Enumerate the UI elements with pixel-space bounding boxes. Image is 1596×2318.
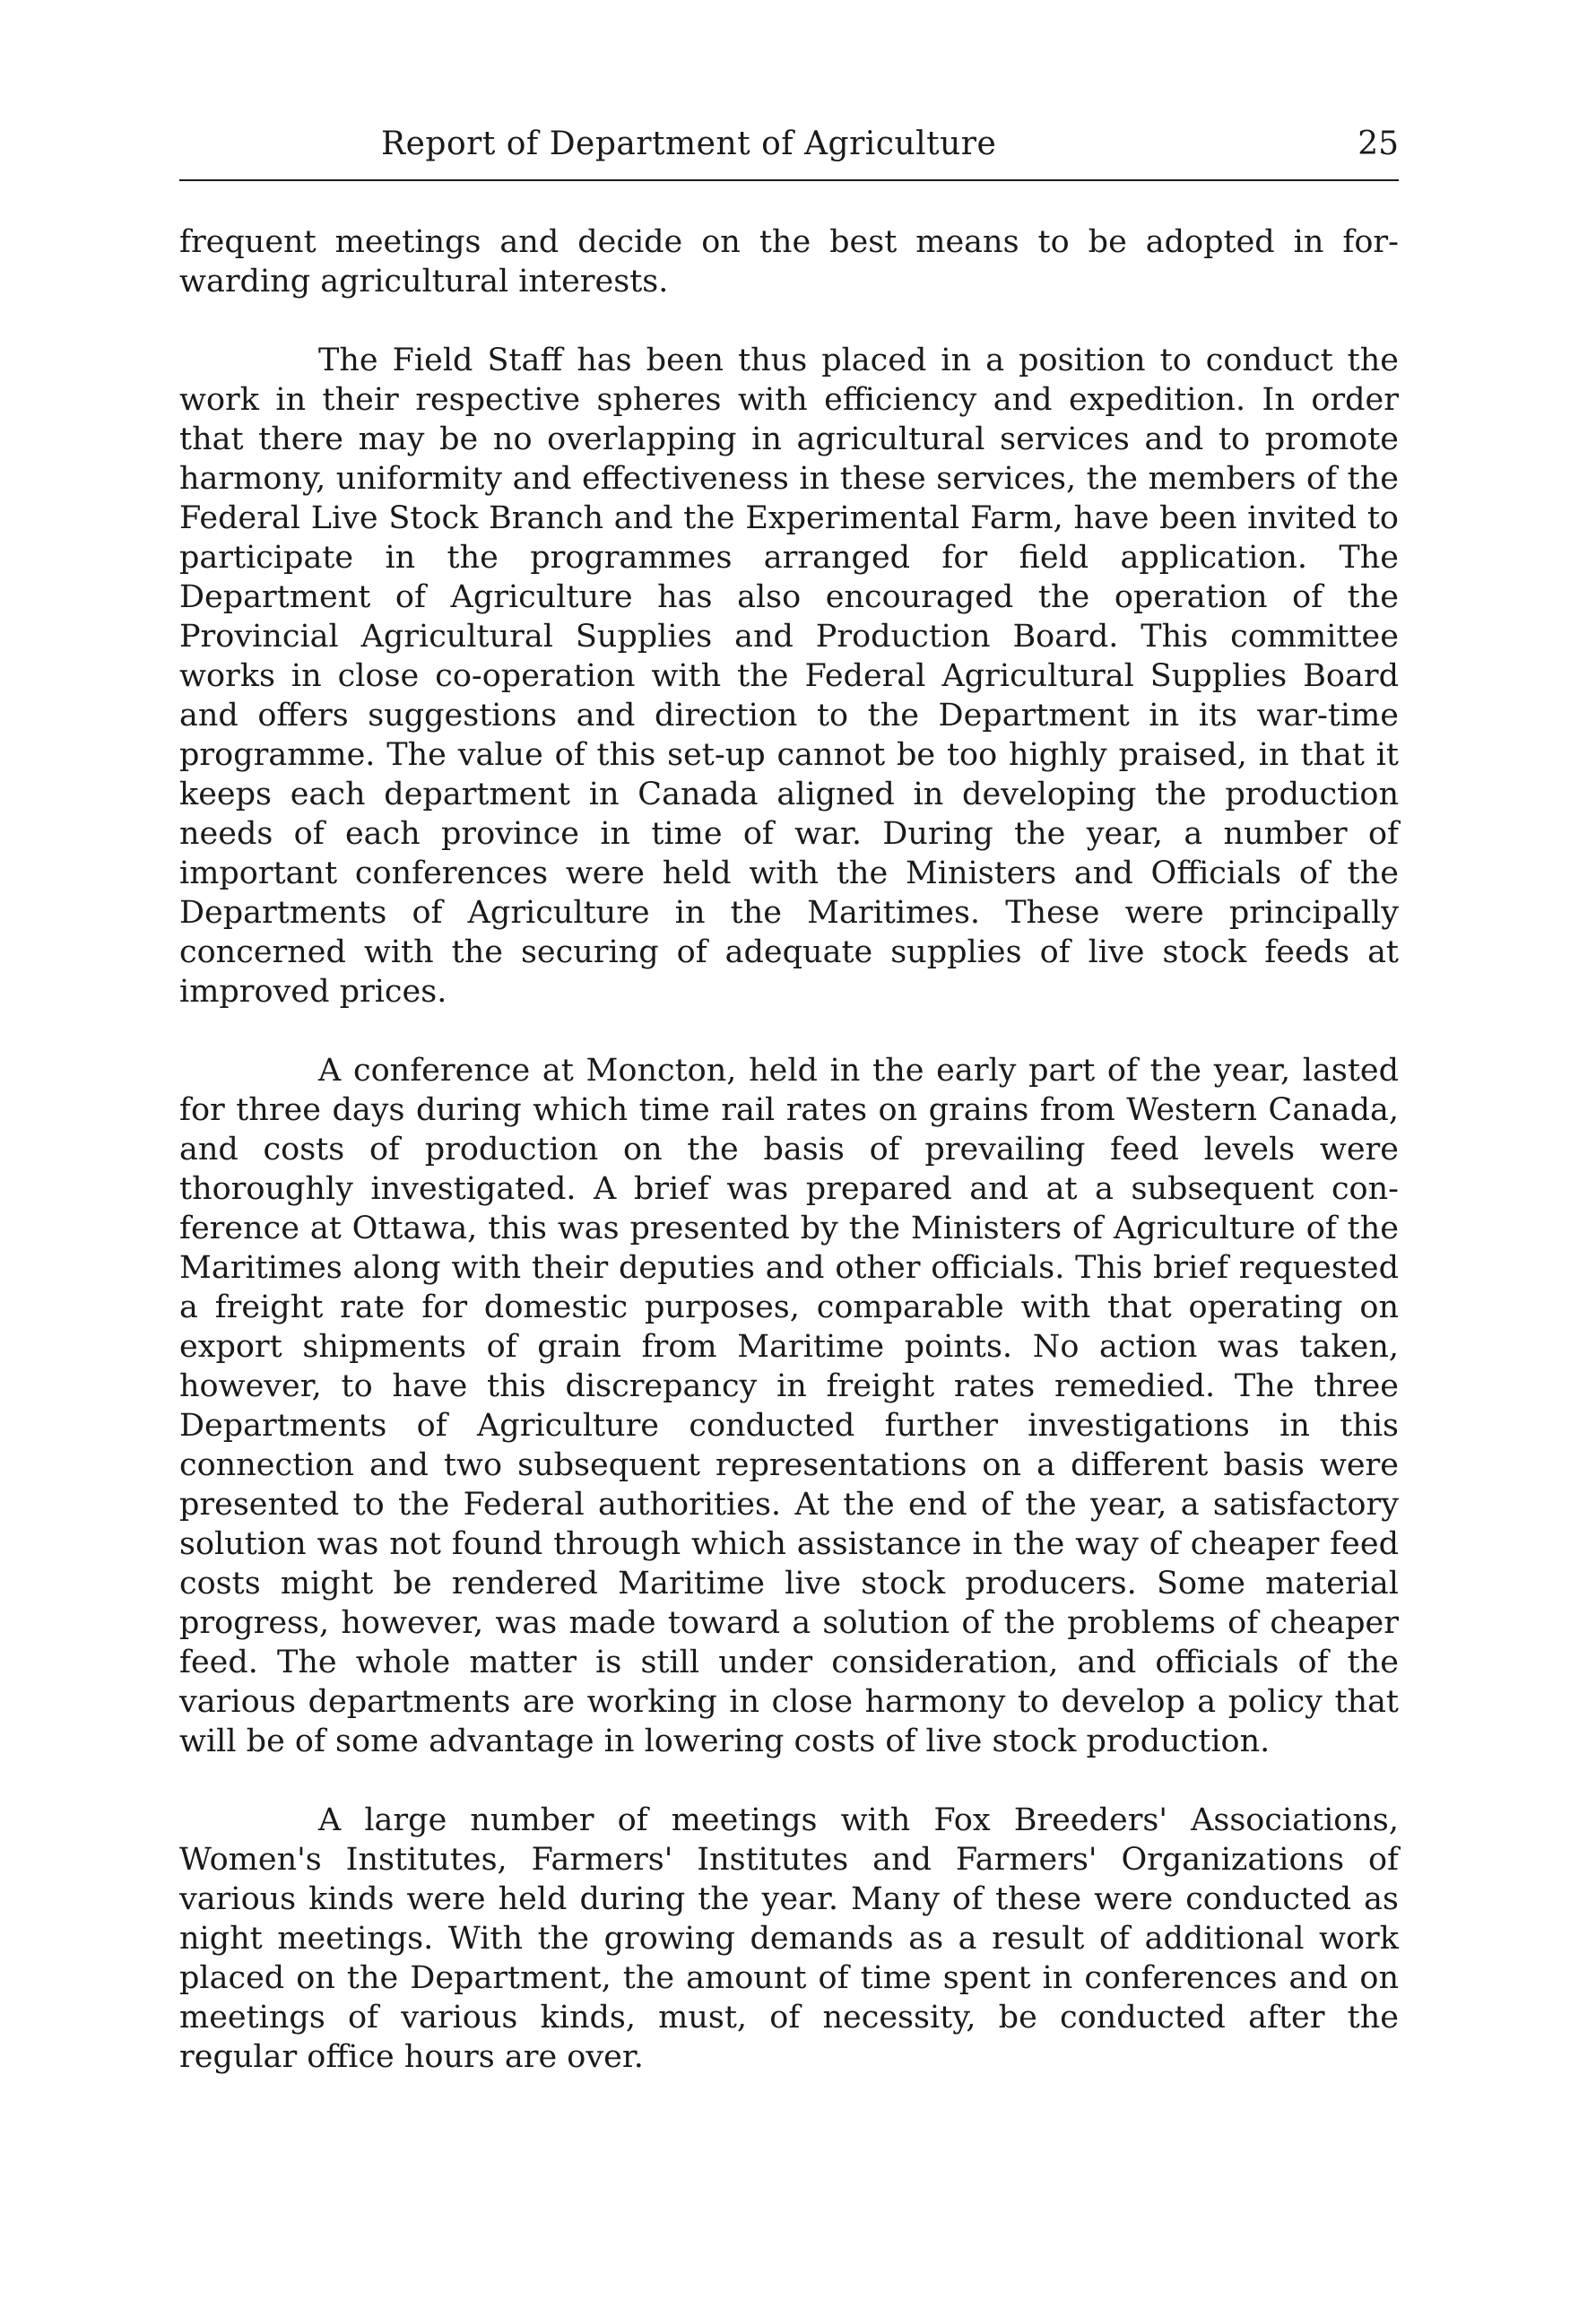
- header-rule: [179, 179, 1399, 181]
- body-text: [179, 222, 1399, 2077]
- paragraph-meetings: A large number of meetings with Fox Breeders' Associations, Women's Institutes, Farmers' Institutes and Farmers' Organizations of various kinds were held during the year. Many of these were conducted as night meetings. With the growing demands as a result of additional work placed on the Department, the amount of time spent in conferences and on meetings of various kinds, must, of necessity, be conducted after the regular office hours are over.: [179, 1802, 1399, 2075]
- paragraph-field-staff: The Field Staff has been thus placed in a position to conduct the work in their respective spheres with efficiency and expedition. In order that there may be no overlapping in agricultural services and to promote harmony, uniformity and effectiveness in these services, the members of the Federal Live Stock Branch and the Experimental Farm, have been invited to participate in the programmes arranged for field application. The Department of Agriculture has also encouraged the operation of the Provincial Agricultural Supplies and Production Board. This committee works in close co-operation with the Federal Agricultural Supplies Board and offers suggestions and direction to the Department in its war-time programme. The value of this set-up cannot be too highly praised, in that it keeps each department in Canada aligned in developing the production needs of each province in time of war. During the year, a number of important conferences were held with the Ministers and Officials of the Departments of Agriculture in the Maritimes. These were principally concerned with the securing of adequate supplies of live stock feeds at improved prices.: [179, 343, 1399, 1010]
- paragraph-continuation: frequent meetings and decide on the best means to be adopted in forwarding agricultural interests.: [179, 224, 1399, 300]
- paragraph-moncton-conference: A conference at Moncton, held in the early part of the year, lasted for three days during which time rail rates on grains from Western Canada, and costs of production on the basis of prevailing feed levels were thoroughly investigated. A brief was prepared and at a subsequent conference at Ottawa, this was presented by the Ministers of Agriculture of the Maritimes along with their deputies and other officials. This brief requested a freight rate for domestic purposes, comparable with that operating on export shipments of grain from Maritime points. No action was taken, however, to have this discrepancy in freight rates remedied. The three Departments of Agriculture conducted further investigations in this connection and two subsequent representations on a different basis were presented to the Federal authorities. At the end of the year, a satisfactory solution was not found through which assistance in the way of cheaper feed costs might be rendered Maritime live stock producers. Some material progress, however, was made toward a solution of the problems of cheaper feed. The whole matter is still under consideration, and officials of the various departments are working in close harmony to develop a policy that will be of some advantage in lowering costs of live stock production.: [179, 1053, 1399, 1759]
- page-number: 25: [1357, 126, 1399, 162]
- running-header: [179, 126, 1399, 179]
- running-title: Report of Department of Agriculture: [381, 126, 997, 162]
